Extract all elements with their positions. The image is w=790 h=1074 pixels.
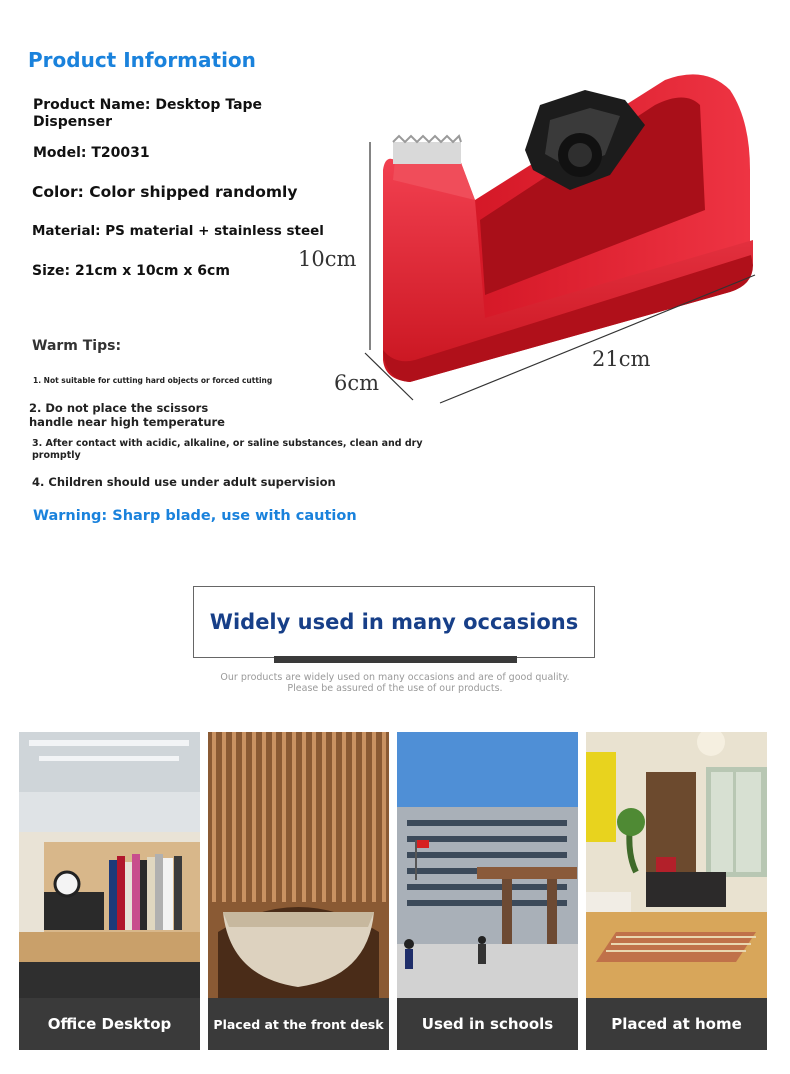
product-name — [33, 97, 262, 131]
tip-3-line1: 3. After contact with acidic, alkaline, or saline substances, clean and dry — [32, 438, 423, 449]
occasions-note-line2: Please be assured of the use of our products. — [287, 683, 503, 694]
warning-text: Warning: Sharp blade, use with caution — [33, 508, 357, 524]
front-desk-photo — [208, 732, 389, 998]
occasion-caption-office: Office Desktop — [19, 998, 200, 1050]
home-photo — [586, 732, 767, 998]
product-size: Size: 21cm x 10cm x 6cm — [32, 263, 230, 279]
tip-2-line1: 2. Do not place the scissors — [29, 401, 209, 415]
occasion-caption-school: Used in schools — [397, 998, 578, 1050]
tip-4: 4. Children should use under adult supervision — [32, 475, 336, 489]
occasion-caption-front-desk: Placed at the front desk — [208, 998, 389, 1050]
product-name-line2: Dispenser — [33, 114, 112, 130]
occasions-note-line1: Our products are widely used on many occasions and are of good quality. — [220, 672, 570, 683]
school-photo — [397, 732, 578, 998]
dimension-height: 10cm — [298, 247, 357, 271]
tip-3-line2: promptly — [32, 450, 81, 461]
tip-2-line2: handle near high temperature — [29, 415, 225, 429]
dimension-length: 21cm — [592, 347, 651, 371]
occasion-card-office — [19, 732, 200, 1050]
occasion-card-front-desk — [208, 732, 389, 1050]
tips-heading: Warm Tips: — [32, 338, 122, 354]
occasion-caption-home: Placed at home — [586, 998, 767, 1050]
product-name-line1: Product Name: Desktop Tape — [33, 97, 263, 113]
tip-2 — [29, 401, 225, 429]
tape-dispenser-illustration — [355, 60, 775, 415]
occasion-card-home — [586, 732, 767, 1050]
section-title: Product Information — [28, 48, 256, 72]
product-color: Color: Color shipped randomly — [32, 183, 298, 201]
occasions-note — [195, 672, 595, 694]
occasions-banner — [193, 586, 595, 658]
product-material: Material: PS material + stainless steel — [32, 223, 324, 239]
product-model: Model: T20031 — [33, 145, 150, 161]
tip-3 — [32, 438, 423, 462]
banner-underline — [274, 656, 517, 663]
tip-1: 1. Not suitable for cutting hard objects or forced cutting — [33, 376, 273, 385]
occasions-banner-text: Widely used in many occasions — [209, 610, 579, 634]
office-photo — [19, 732, 200, 998]
dimension-width: 6cm — [334, 371, 380, 395]
occasion-card-school — [397, 732, 578, 1050]
